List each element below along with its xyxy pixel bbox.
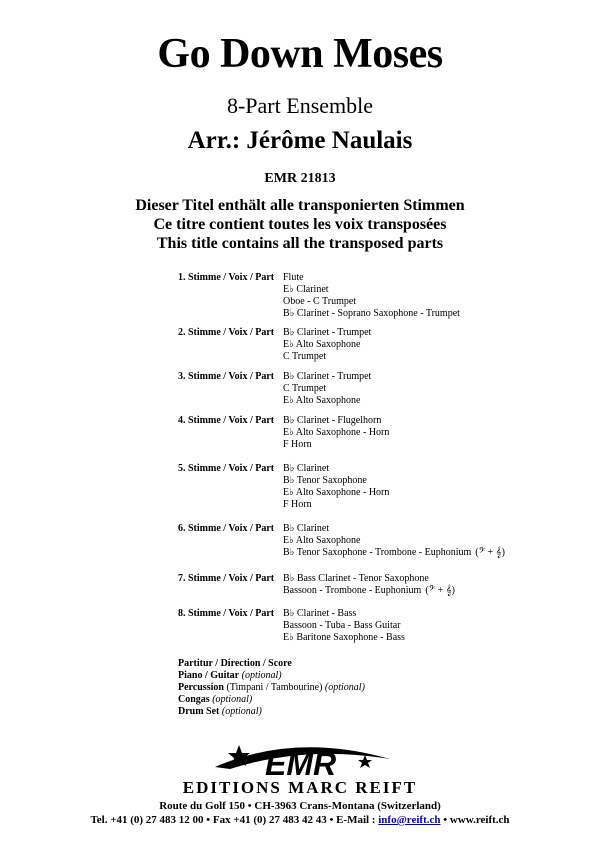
part-instruments [283, 327, 371, 363]
instrument: E♭ Clarinet [283, 284, 329, 295]
instrument: B♭ Clarinet - Soprano Saxophone - Trumpet [283, 308, 460, 319]
part-label: 8. Stimme / Voix / Part [178, 608, 275, 619]
piano-note: (optional) [241, 670, 282, 681]
percussion-detail: (Timpani / Tambourine) [226, 682, 323, 693]
instrument: B♭ Clarinet [283, 463, 330, 474]
instrument: B♭ Tenor Saxophone [283, 475, 367, 486]
congas-label: Congas [178, 694, 210, 705]
instrument: B♭ Clarinet - Bass [283, 608, 357, 619]
clef-note-icon: (𝄢 + 𝄞) [475, 547, 505, 558]
instrument: F Horn [283, 439, 312, 450]
part-instruments [283, 415, 389, 451]
part-instruments [283, 272, 460, 320]
percussion-label: Percussion [178, 682, 224, 693]
publisher-contact [0, 814, 600, 826]
part-instruments [283, 608, 405, 644]
instrument: Oboe - C Trumpet [283, 296, 357, 307]
instrument: E♭ Alto Saxophone - Horn [283, 427, 390, 438]
instrument: Bassoon - Trombone - Euphonium [283, 585, 422, 596]
extra-parts-list [178, 658, 365, 718]
congas-line [178, 694, 365, 706]
instrument: B♭ Tenor Saxophone - Trombone - Euphonium [283, 547, 472, 558]
instrument: Bassoon - Tuba - Bass Guitar [283, 620, 401, 631]
percussion-note: (optional) [324, 682, 365, 693]
drumset-note: (optional) [221, 706, 262, 717]
part-label: 6. Stimme / Voix / Part [178, 523, 275, 534]
transposition-note-en: This title contains all the transposed parts [156, 235, 444, 252]
instrument: E♭ Alto Saxophone - Horn [283, 487, 390, 498]
logo-text: EMR [265, 746, 337, 782]
part-label: 3. Stimme / Voix / Part [178, 371, 275, 382]
catalog-code: EMR 21813 [264, 171, 336, 186]
transposition-note-de: Dieser Titel enthält alle transponierten Stimmen [135, 197, 465, 214]
congas-note: (optional) [212, 694, 253, 705]
contact-phone-fax: Tel. +41 (0) 27 483 12 00 • Fax +41 (0) 27 483 42 43 • E-Mail : [90, 814, 379, 826]
transposition-note-fr: Ce titre contient toutes les voix transposées [153, 216, 447, 233]
arranger-credit: Arr.: Jérôme Naulais [187, 127, 413, 154]
part-label: 1. Stimme / Voix / Part [178, 272, 275, 283]
instrument: E♭ Alto Saxophone [283, 339, 361, 350]
publisher-name: EDITIONS MARC REIFT [182, 778, 418, 797]
piano-label: Piano / Guitar [178, 670, 240, 681]
ensemble-subtitle: 8-Part Ensemble [226, 93, 374, 118]
score-line: Partitur / Direction / Score [178, 658, 292, 669]
part-instruments [283, 523, 505, 559]
part-instruments [283, 371, 371, 407]
email-link[interactable]: info@reift.ch [378, 814, 441, 826]
part-label: 2. Stimme / Voix / Part [178, 327, 275, 338]
part-instruments [283, 573, 455, 597]
instrument: B♭ Clarinet [283, 523, 330, 534]
part-label: 4. Stimme / Voix / Part [178, 415, 275, 426]
drumset-label: Drum Set [178, 706, 220, 717]
instrument: E♭ Alto Saxophone [283, 395, 361, 406]
part-label: 5. Stimme / Voix / Part [178, 463, 275, 474]
instrument: E♭ Baritone Saxophone - Bass [283, 632, 405, 643]
part-instruments [283, 463, 389, 511]
instrument: B♭ Bass Clarinet - Tenor Saxophone [283, 573, 429, 584]
publisher-address: Route du Golf 150 • CH-3963 Crans-Montana (Switzerland) [159, 800, 441, 812]
instrument: B♭ Clarinet - Trumpet [283, 371, 372, 382]
instrument: C Trumpet [283, 383, 327, 394]
percussion-line [178, 682, 365, 694]
instrument: B♭ Clarinet - Trumpet [283, 327, 372, 338]
website-text: • www.reift.ch [440, 814, 510, 826]
instrument: B♭ Clarinet - Flugelhorn [283, 415, 382, 426]
page-title: Go Down Moses [157, 31, 443, 77]
piano-line [178, 670, 365, 682]
drumset-line [178, 706, 365, 718]
instrument: F Horn [283, 499, 312, 510]
instrument: C Trumpet [283, 351, 327, 362]
part-label: 7. Stimme / Voix / Part [178, 573, 275, 584]
instrument: Flute [283, 272, 304, 283]
clef-note-icon: (𝄢 + 𝄞) [425, 585, 455, 596]
instrument: E♭ Alto Saxophone [283, 535, 361, 546]
